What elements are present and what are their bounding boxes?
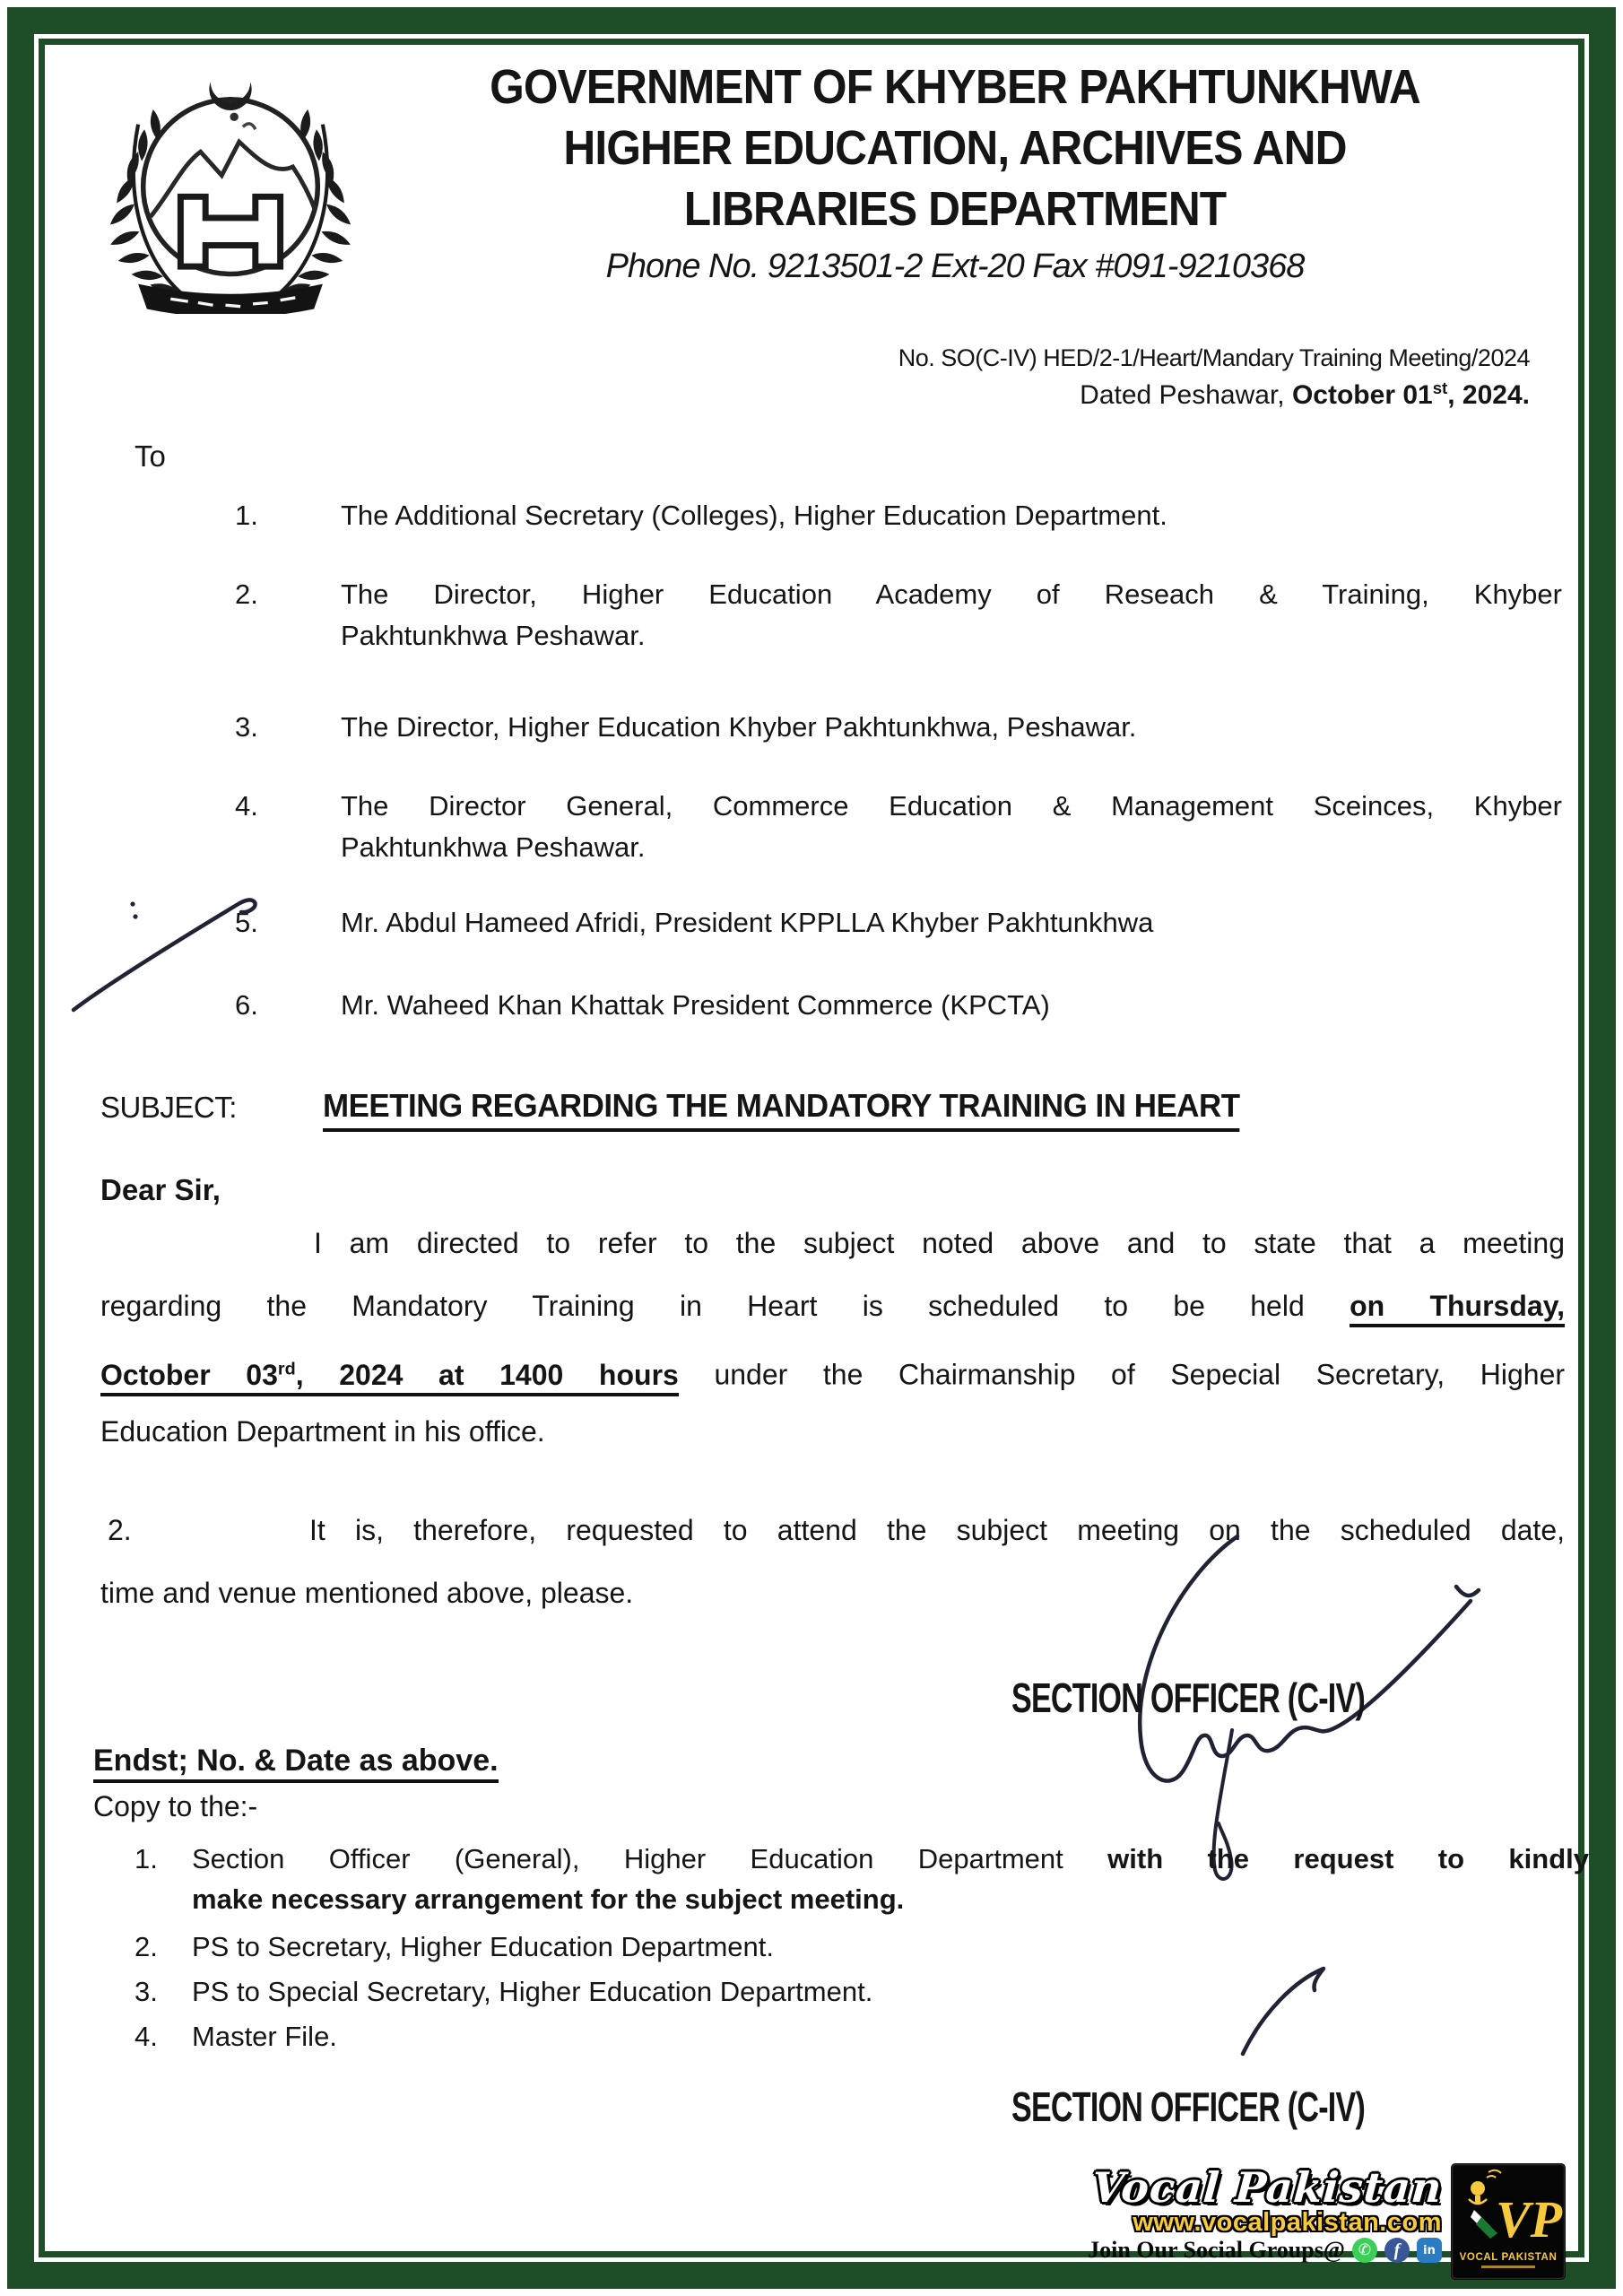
copy-row [135, 1839, 1589, 1919]
copy-text-emphasis: with the request to kindly [1107, 1843, 1589, 1874]
recipient-text: Pakhtunkhwa Peshawar. [341, 831, 646, 863]
logo-title: VOCAL PAKISTAN [1459, 2252, 1558, 2263]
whatsapp-icon: ✆ [1352, 2238, 1377, 2263]
linkedin-icon: in [1417, 2238, 1442, 2263]
recipient-number: 1. [235, 500, 258, 531]
vocal-pakistan-logo [1451, 2163, 1566, 2280]
body-text: I am directed to refer to the subject noted above and to state that a meeting [314, 1227, 1565, 1259]
recipient-row [235, 985, 1562, 1026]
paragraph-number: 2. [108, 1514, 132, 1546]
body-text: time and venue mentioned above, please. [100, 1577, 634, 1609]
recipient-number: 3. [235, 711, 258, 743]
letterhead-line1: GOVERNMENT OF KHYBER PAKHTUNKHWA [490, 60, 1420, 114]
brand-wordmark: Vocal Pakistan [1089, 2163, 1444, 2212]
to-label: To [135, 439, 166, 473]
recipient-number: 4. [235, 790, 258, 822]
recipient-text: Pakhtunkhwa Peshawar. [341, 620, 646, 651]
paragraph-line [100, 1347, 1565, 1410]
copy-number: 2. [135, 1931, 158, 1962]
subject-text: MEETING REGARDING THE MANDATORY TRAINING IN HEART [323, 1087, 1240, 1132]
reference-number: No. SO(C-IV) HED/2-1/Heart/Mandary Training Meeting/2024 [898, 344, 1530, 371]
date-ordinal: st [1432, 378, 1448, 397]
recipient-number: 2. [235, 578, 258, 610]
recipient-text: The Additional Secretary (Colleges), Higher Education Department. [341, 500, 1167, 531]
date-ordinal: rd [277, 1359, 296, 1378]
pen-stroke [1236, 1966, 1339, 2060]
copy-text [192, 1839, 1589, 1879]
paragraph-line [100, 1222, 1565, 1284]
recipient-row [235, 495, 1562, 536]
recipient-text: The Director, Higher Education Khyber Pakhtunkhwa, Peshawar. [341, 711, 1137, 743]
recipient-number: 5. [235, 907, 258, 938]
recipient-row [235, 707, 1562, 748]
date-tail: , 2024. [1447, 380, 1530, 410]
signoff-title: SECTION OFFICER (C-IV) [1011, 1674, 1366, 1721]
copy-text: Section Officer (General), Higher Education Department [192, 1843, 1063, 1874]
endst-heading [93, 1744, 499, 1779]
social-groups-row [1088, 2237, 1442, 2264]
copy-row [135, 1971, 1589, 2012]
subject-label: SUBJECT: [100, 1091, 237, 1124]
reference-block [628, 344, 1530, 411]
copy-number: 4. [135, 2021, 158, 2052]
body-text-emphasis [100, 1359, 679, 1396]
letterhead-line3: LIBRARIES DEPARTMENT [683, 182, 1227, 236]
paragraph-line [100, 1410, 1565, 1473]
copy-to-label: Copy to the:- [93, 1790, 258, 1822]
recipient-row [235, 786, 1562, 868]
body-text: under the Chairmanship of Sepecial Secretary, Higher [714, 1358, 1566, 1391]
letterhead-contact: Phone No. 9213501-2 Ext-20 Fax #091-9210368 [605, 248, 1305, 285]
signoff-title: SECTION OFFICER (C-IV) [1011, 2083, 1366, 2130]
copy-text: Master File. [192, 2021, 337, 2052]
body-text-emphasis: on Thursday, [1350, 1290, 1565, 1327]
body-text: It is, therefore, requested to attend the subject meeting on the scheduled date, [309, 1514, 1565, 1546]
recipient-text: Mr. Abdul Hameed Afridi, President KPPLLA Khyber Pakhtunkhwa [341, 907, 1154, 938]
recipient-number: 6. [235, 989, 258, 1021]
body-text: October 03 [100, 1358, 278, 1391]
salutation: Dear Sir, [100, 1173, 221, 1206]
copy-text: PS to Special Secretary, Higher Education Department. [192, 1976, 873, 2007]
join-label: Join Our Social Groups@ [1088, 2237, 1345, 2263]
recipient-text: The Director, Higher Education Academy of Reseach & Training, Khyber [341, 578, 1562, 610]
date-prefix: Dated Peshawar, [1080, 380, 1292, 410]
logo-tagline-bar [1481, 2266, 1535, 2268]
copy-row [135, 2016, 1589, 2057]
recipient-row [235, 902, 1562, 944]
copy-row [135, 1926, 1589, 1967]
h-monogram [180, 196, 280, 266]
body-text: , 2024 at 1400 hours [295, 1358, 679, 1391]
recipient-text: Mr. Waheed Khan Khattak President Commerce (KPCTA) [341, 989, 1050, 1021]
paragraph-line [100, 1284, 1565, 1347]
body-paragraph-1 [100, 1222, 1565, 1473]
facebook-icon: f [1384, 2238, 1410, 2263]
mountains [151, 142, 316, 216]
crescent-icon [209, 82, 251, 110]
copy-text-emphasis: make necessary arrangement for the subject meeting. [192, 1883, 905, 1915]
endst-text: Endst; No. & Date as above. [93, 1744, 499, 1783]
date-main: October 01 [1291, 380, 1433, 410]
copy-number: 1. [135, 1843, 158, 1874]
brand-website: www.vocalpakistan.com [1133, 2208, 1442, 2237]
recipient-row [235, 574, 1562, 657]
copy-text: PS to Secretary, Higher Education Department. [192, 1931, 775, 1962]
logo-monogram: VP [1496, 2190, 1563, 2248]
reference-date [628, 378, 1530, 411]
pen-stroke [59, 890, 270, 1020]
recipient-text: The Director General, Commerce Education & Management Sceinces, Khyber [341, 790, 1562, 822]
copy-number: 3. [135, 1976, 158, 2007]
body-text: Education Department in his office. [100, 1415, 545, 1448]
laurel-branch [110, 109, 188, 304]
body-text: regarding the Mandatory Training in Heart is scheduled to be held [100, 1290, 1305, 1322]
letterhead-line2: HIGHER EDUCATION, ARCHIVES AND [563, 121, 1347, 175]
